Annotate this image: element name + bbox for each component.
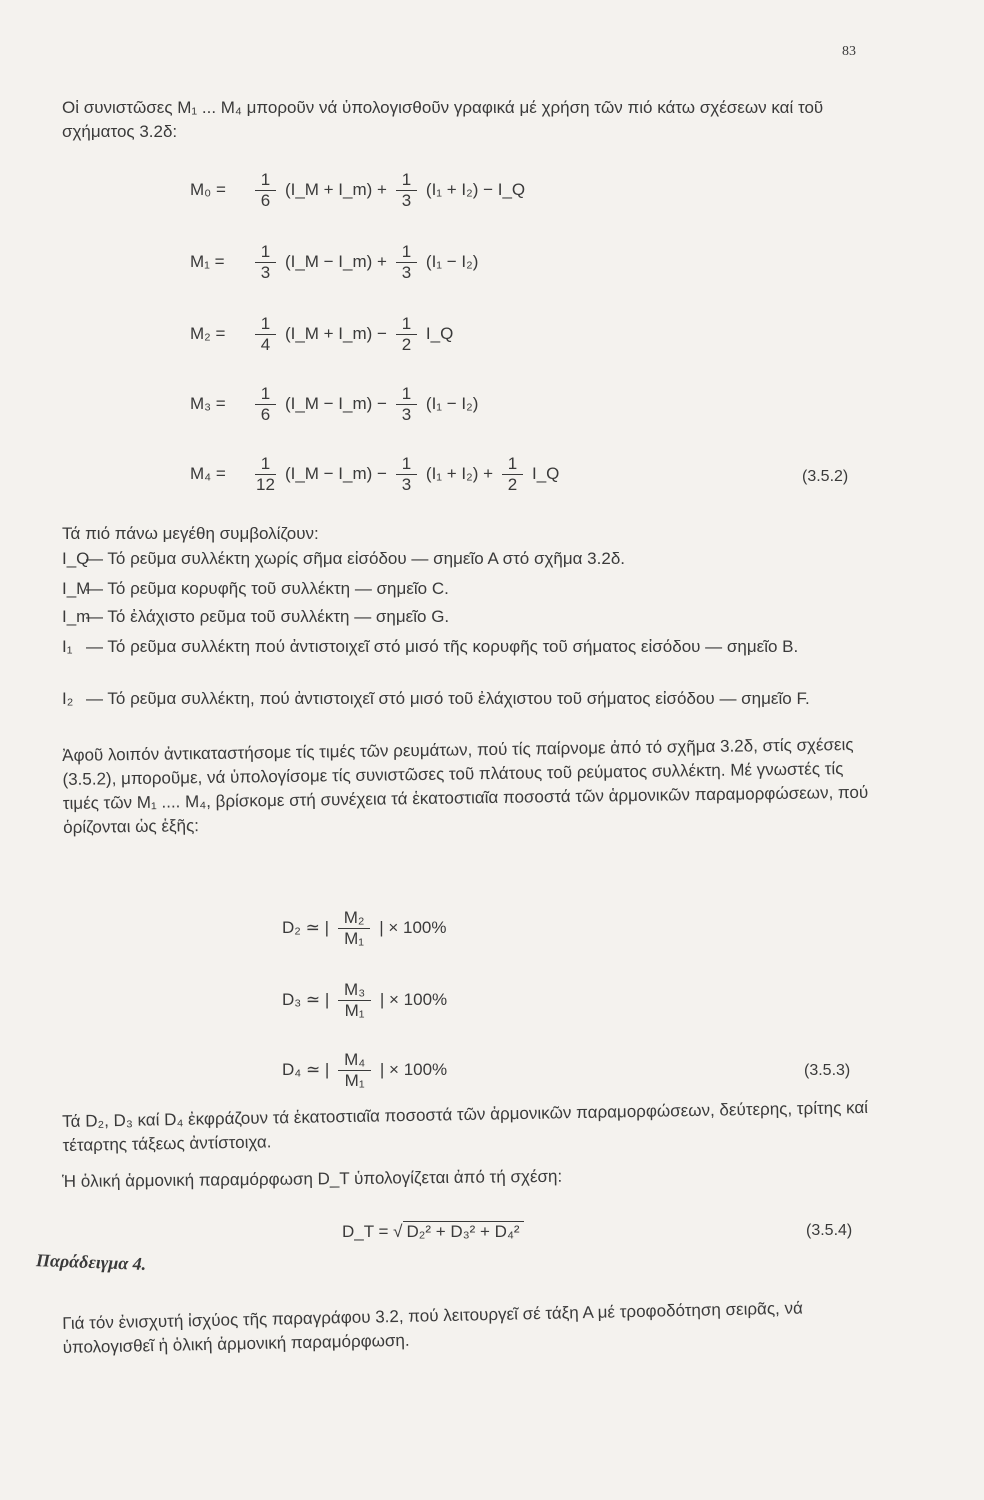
- equation-m2: [190, 314, 453, 355]
- definition-item: [62, 636, 872, 658]
- equation-m3: [190, 384, 478, 425]
- eq-lhs: M₀ =: [190, 179, 226, 199]
- paragraph-harmonics: Τά D₂, D₃ καί D₄ ἐκφράζουν τά ἑκατοστιαῖα ποσοστά τῶν ἁρμονικῶν παραμορφώσεων, δεύτερης, τρίτης καί τέταρτης τάξεως ἀντίστοιχα.: [62, 1097, 869, 1155]
- equation-d4: [282, 1050, 447, 1091]
- def-text: — Τό ἐλάχιστο ρεῦμα τοῦ συλλέκτη — σημεῖο G.: [86, 607, 450, 626]
- def-symbol: I_m: [62, 607, 91, 626]
- def-text: — Τό ρεῦμα συλλέκτη, πού ἀντιστοιχεῖ στό μισό τοῦ ἐλάχιστου τοῦ σήματος εἰσόδου — σημεῖο F.: [86, 689, 810, 708]
- definition-item: [62, 578, 872, 600]
- fraction: $\frac{1}{6}$: [255, 170, 276, 211]
- equation-d2: [282, 908, 447, 949]
- equation-total: [342, 1222, 524, 1242]
- radicand: D₂² + D₃² + D₄²: [403, 1221, 524, 1241]
- definition-item: [62, 688, 872, 710]
- def-text: — Τό ρεῦμα συλλέκτη πού ἀντιστοιχεῖ στό μισό τῆς κορυφῆς τοῦ σήματος εἰσόδου — σημεῖο Β.: [86, 637, 799, 656]
- equation-label: (3.5.4): [806, 1222, 853, 1239]
- fraction: $\frac{1}{3}$: [396, 384, 417, 425]
- eq-rhs: | × 100%: [379, 989, 448, 1009]
- eq-term: I_Q: [425, 323, 454, 343]
- equation-label: (3.5.3): [804, 1062, 851, 1079]
- eq-lhs: D₄ ≃ |: [282, 1059, 330, 1079]
- fraction: $\frac{1}{6}$: [255, 384, 276, 425]
- equation-m4: [190, 454, 559, 495]
- eq-rhs: | × 100%: [379, 917, 447, 937]
- definition-item: [62, 548, 872, 570]
- eq-term: (I₁ − I₂): [425, 251, 479, 271]
- definition-item: [62, 606, 872, 628]
- fraction: $\frac{1}{3}$: [396, 242, 417, 283]
- intro-paragraph: Οἱ συνιστῶσες M₁ ... M₄ μποροῦν νά ὑπολογισθοῦν γραφικά μέ χρήση τῶν πιό κάτω σχέσεων καί τοῦ σχήματος 3.2δ:: [62, 98, 824, 141]
- fraction: $\frac{\text{M₃}}{\text{M₁}}$: [338, 980, 371, 1021]
- fraction: $\frac{\text{M₄}}{\text{M₁}}$: [338, 1050, 371, 1091]
- def-text: — Τό ρεῦμα συλλέκτη χωρίς σῆμα εἰσόδου — σημεῖο Α στό σχῆμα 3.2δ.: [86, 549, 626, 568]
- equation-d3: [282, 980, 447, 1021]
- fraction: $\frac{1}{2}$: [502, 454, 523, 495]
- eq-term: (I_M + I_m) −: [284, 323, 387, 343]
- eq-term: (I_M − I_m) −: [284, 463, 387, 483]
- fraction: $\frac{\text{M₂}}{\text{M₁}}$: [338, 908, 371, 949]
- eq-lhs: M₃ =: [190, 393, 226, 413]
- fraction: $\frac{1}{4}$: [255, 314, 276, 355]
- def-symbol: I₁: [62, 637, 73, 656]
- fraction: $\frac{1}{3}$: [396, 170, 417, 211]
- equation-m0: [190, 170, 525, 211]
- eq-rhs: | × 100%: [379, 1059, 448, 1079]
- paragraph-total-intro: Ἡ ὁλική ἁρμονική παραμόρφωση D_T ὑπολογίζεται ἀπό τή σχέση:: [62, 1166, 563, 1191]
- eq-term: (I_M − I_m) −: [284, 393, 387, 413]
- eq-lhs: M₁ =: [190, 251, 225, 271]
- fraction: $\frac{1}{3}$: [255, 242, 276, 283]
- eq-term: (I₁ + I₂) − I_Q: [425, 179, 526, 199]
- eq-lhs: D₃ ≃ |: [282, 989, 330, 1009]
- def-symbol: I₂: [62, 689, 74, 708]
- equation-m1: [190, 242, 478, 283]
- fraction: $\frac{1}{12}$: [256, 454, 275, 494]
- example-text: Γιά τόν ἐνισχυτή ἰσχύος τῆς παραγράφου 3.2, πού λειτουργεῖ σέ τάξη Α μέ τροφοδότηση σειρᾶς, νά ὑπολογισθεῖ ἡ ὁλική ἁρμονική παραμόρφωση.: [62, 1298, 804, 1357]
- def-symbol: I_Q: [62, 549, 90, 568]
- fraction: $\frac{1}{2}$: [396, 314, 417, 355]
- def-symbol: I_M: [62, 579, 91, 598]
- paragraph-substitution: Ἀφοῦ λοιπόν ἀντικαταστήσομε τίς τιμές τῶν ρευμάτων, πού τίς παίρνομε ἀπό τό σχῆμα 3.2δ, στίς σχέσεις (3.5.2), μποροῦμε, νά ὑπολογίσομε τίς συνιστῶσες τοῦ πλάτους τοῦ ρεύματος συλλέκτη. Μέ γνωστές τίς τιμές τῶν M₁ .... M₄, βρίσκομε στή συνέχεια τά ἑκατοστιαῖα ποσοστά τῶν ἁρμονικῶν παραμορφώσεων, πού ὁρίζονται ὡς ἑξῆς:: [62, 734, 869, 837]
- eq-lhs: M₂ =: [190, 323, 226, 343]
- eq-term: (I₁ + I₂) +: [425, 463, 494, 483]
- page-number: 83: [842, 44, 856, 59]
- eq-lhs: D_T = √: [342, 1222, 403, 1241]
- eq-term: (I₁ − I₂): [425, 393, 479, 413]
- eq-lhs: D₂ ≃ |: [282, 917, 329, 937]
- eq-lhs: M₄ =: [190, 463, 226, 483]
- eq-term: (I_M + I_m) +: [284, 179, 387, 199]
- eq-term: (I_M − I_m) +: [284, 251, 387, 271]
- eq-term: I_Q: [531, 463, 560, 483]
- definitions-intro: Τά πιό πάνω μεγέθη συμβολίζουν:: [62, 524, 319, 543]
- example-heading: Παράδειγμα 4.: [35, 1250, 147, 1274]
- fraction: $\frac{1}{3}$: [396, 454, 417, 495]
- def-text: — Τό ρεῦμα κορυφῆς τοῦ συλλέκτη — σημεῖο C.: [86, 579, 449, 598]
- equation-label: (3.5.2): [802, 468, 849, 485]
